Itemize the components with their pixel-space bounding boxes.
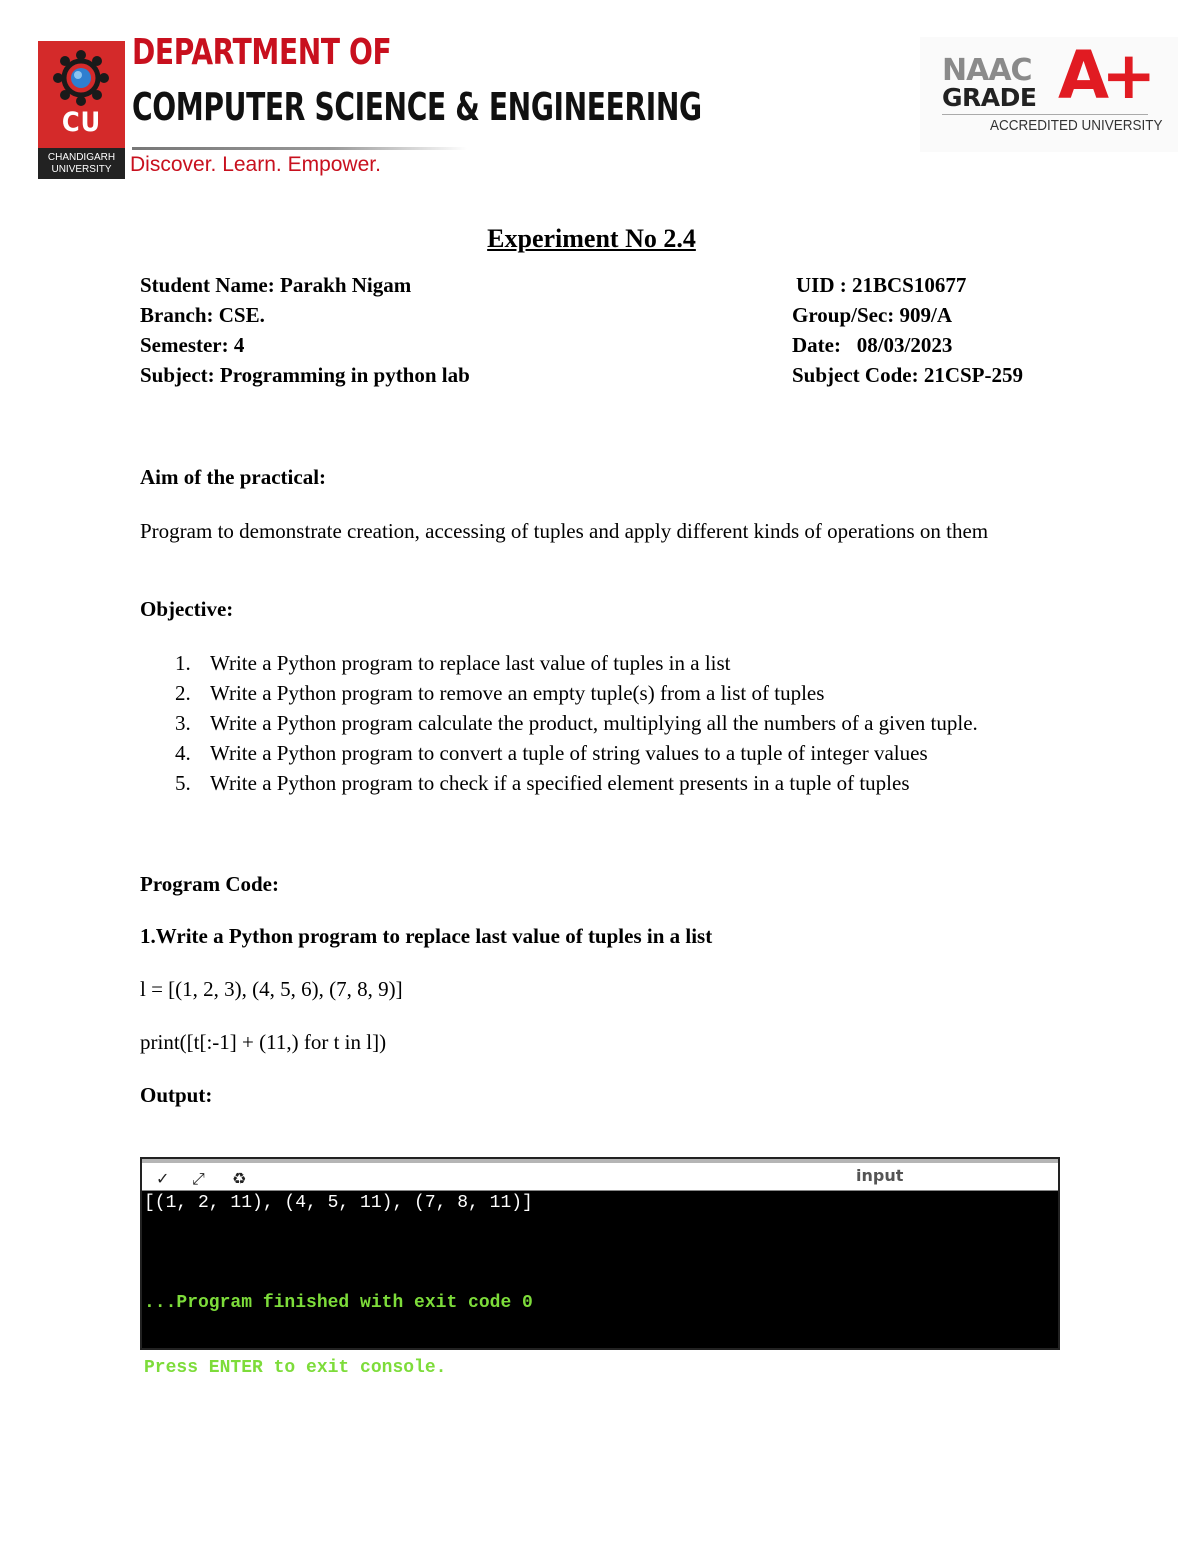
press-enter-text: Press ENTER to exit console. <box>144 1358 447 1378</box>
subject-code: Subject Code: 21CSP-259 <box>792 363 1023 387</box>
aim-text: Program to demonstrate creation, accessing of tuples and apply different kinds of operations on them <box>140 519 989 543</box>
item-text: Write a Python program to convert a tuple of string values to a tuple of integer values <box>210 741 928 765</box>
dept-title-line1: DEPARTMENT OF <box>132 32 392 73</box>
press-enter-line <box>144 1356 533 1379</box>
exit-status: ...Program finished with exit code 0 <box>144 1293 533 1313</box>
objective-heading: Objective: <box>140 597 234 621</box>
cu-band <box>38 148 125 179</box>
output-heading: Output: <box>140 1083 213 1107</box>
accredited-label: ACCREDITED UNIVERSITY <box>990 117 1163 134</box>
uid: UID : 21BCS10677 <box>796 273 967 297</box>
console-status <box>144 1251 533 1421</box>
item-text: Write a Python program to remove an empty tuple(s) from a list of tuples <box>210 681 825 705</box>
student-name: Student Name: Parakh Nigam <box>140 273 412 297</box>
group-sec: Group/Sec: 909/A <box>792 303 953 327</box>
code-line-1: l = [(1, 2, 3), (4, 5, 6), (7, 8, 9)] <box>140 977 403 1001</box>
item-number: 2. <box>175 681 191 705</box>
item-number: 5. <box>175 771 191 795</box>
console-output: [(1, 2, 11), (4, 5, 11), (7, 8, 11)] <box>144 1193 533 1213</box>
cu-letters: CU <box>61 107 102 138</box>
student-info-right <box>792 270 1023 390</box>
list-item <box>140 738 1040 768</box>
grade-a-plus: A+ <box>1058 37 1149 114</box>
naac-badge <box>920 37 1178 152</box>
aim-heading: Aim of the practical: <box>140 465 327 489</box>
chevron-down-icon[interactable]: ✓ <box>156 1169 170 1188</box>
dept-title-line2: COMPUTER SCIENCE & ENGINEERING <box>132 85 702 129</box>
semester: Semester: 4 <box>140 333 245 357</box>
page-title: Experiment No 2.4 <box>487 224 696 253</box>
item-text: Write a Python program to replace last value of tuples in a list <box>210 651 731 675</box>
item-number: 4. <box>175 741 191 765</box>
list-item <box>140 708 1040 738</box>
clear-console-icon[interactable]: ♻ <box>232 1169 247 1188</box>
subject: Subject: Programming in python lab <box>140 363 470 387</box>
list-item <box>140 648 1040 678</box>
item-number: 1. <box>175 651 191 675</box>
grade-word: GRADE <box>942 83 1037 112</box>
naac-divider <box>942 114 1148 115</box>
branch: Branch: CSE. <box>140 303 265 327</box>
task-1-title: 1.Write a Python program to replace last value of tuples in a list <box>140 924 713 948</box>
program-code-heading: Program Code: <box>140 872 279 896</box>
naac-word: NAAC <box>942 53 1032 88</box>
list-item <box>140 678 1040 708</box>
cu-emblem-icon <box>52 49 110 107</box>
objective-list <box>140 648 1040 798</box>
input-label[interactable]: input <box>856 1166 904 1185</box>
output-console <box>140 1157 1060 1378</box>
cu-band-line1: CHANDIGARH <box>47 152 116 163</box>
tagline: Discover. Learn. Empower. <box>130 153 381 176</box>
item-text: Write a Python program to check if a specified element presents in a tuple of tuples <box>210 771 910 795</box>
student-info-left <box>140 270 470 390</box>
cu-band-line2: UNIVERSITY <box>51 164 112 175</box>
header-divider <box>132 147 467 150</box>
item-number: 3. <box>175 711 191 735</box>
item-text: Write a Python program calculate the product, multiplying all the numbers of a given tuple. <box>210 711 978 735</box>
cursor <box>446 1356 456 1375</box>
console-toolbar <box>142 1159 1058 1191</box>
cu-logo <box>38 41 125 179</box>
expand-icon[interactable]: ⤢ <box>192 1169 205 1188</box>
code-line-2: print([t[:-1] + (11,) for t in l]) <box>140 1030 387 1054</box>
date: Date: 08/03/2023 <box>792 333 953 357</box>
list-item <box>140 768 1040 798</box>
